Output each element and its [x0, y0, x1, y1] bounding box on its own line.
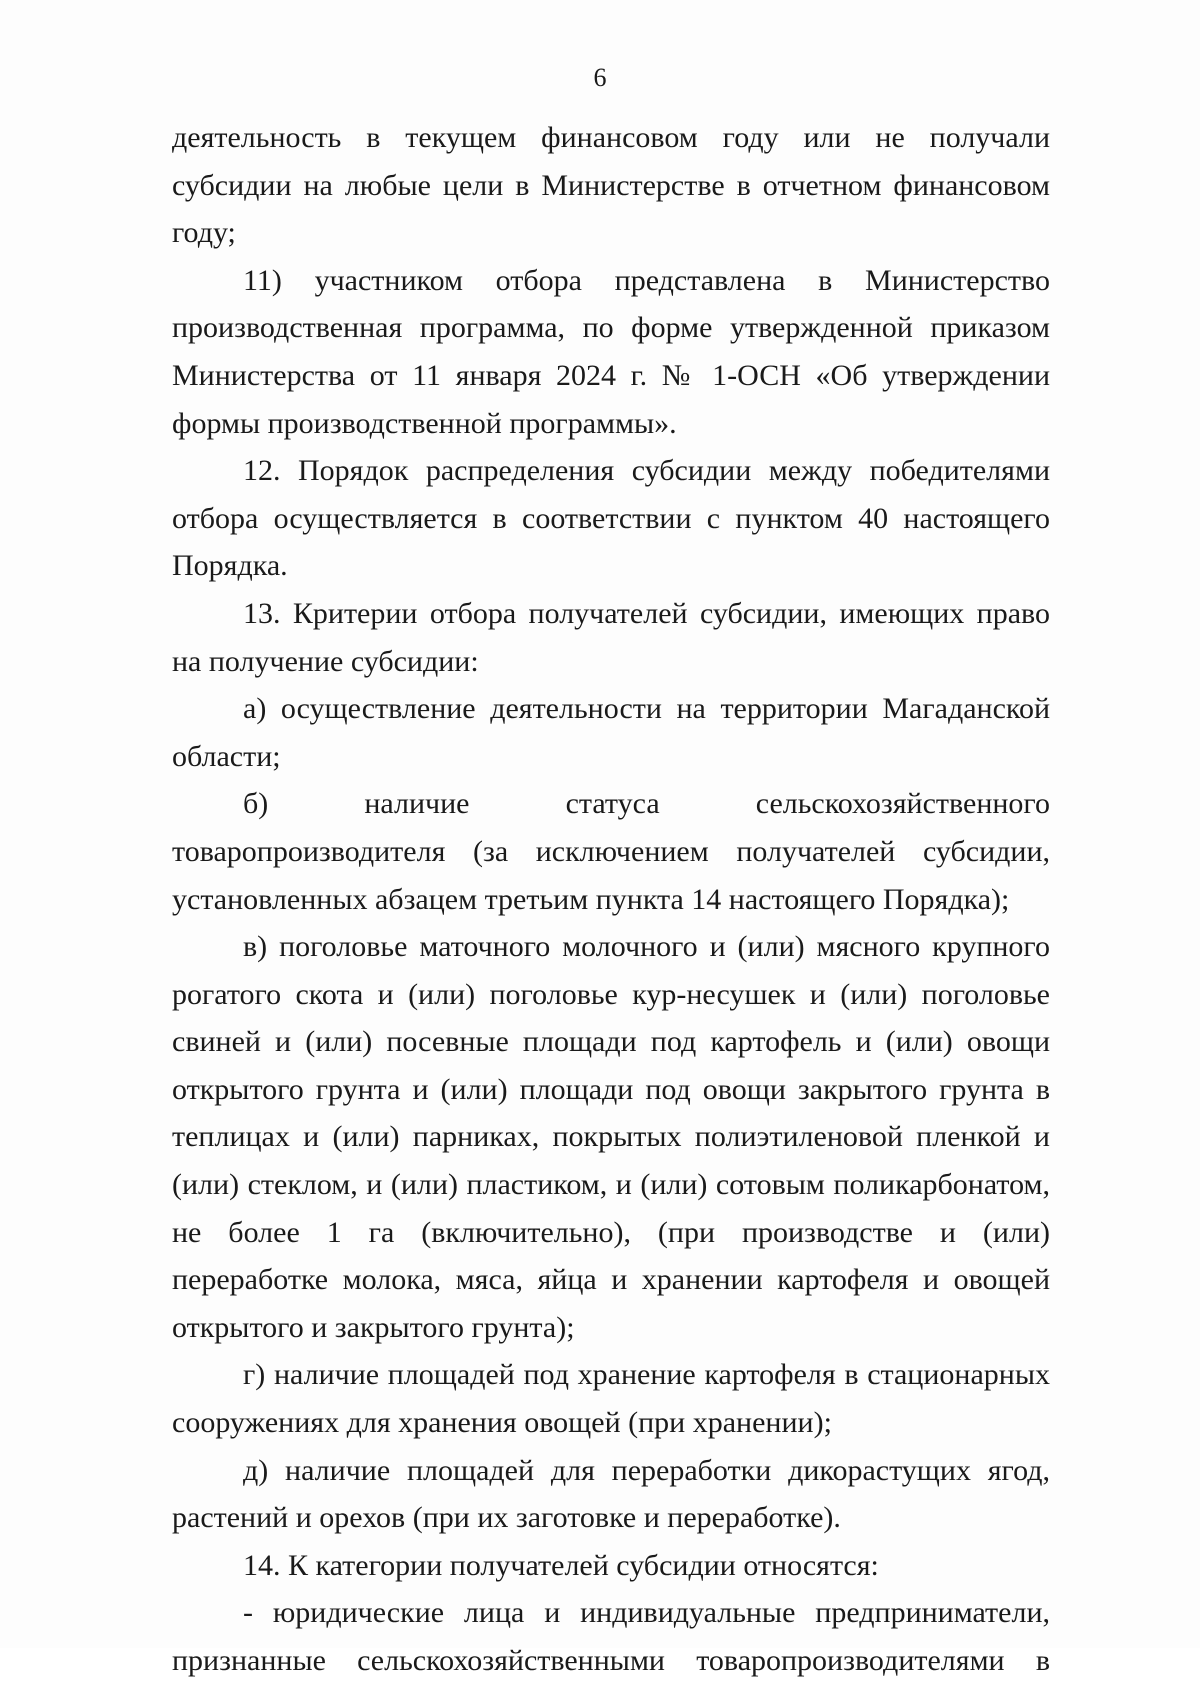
- p-item-11: 11) участником отбора представлена в Министерство производственная программа, по форме утвержденной приказом Министерства от 11 января 2024 г. № 1-ОСН «Об утверждении формы производственной программы».: [172, 263, 1050, 440]
- p-criterion-v: в) поголовье маточного молочного и (или) мясного крупного рогатого скота и (или) поголовье кур-несушек и (или) поголовье свиней и (или) посевные площади под картофель и (или) овощи открытого грунта и (или) площади под овощи закрытого грунта в теплицах и (или) парниках, покрытых полиэтиленовой пленкой и (или) стеклом, и (или) пластиком, и (или) сотовым поликарбонатом, не более 1 га (включительно), (при производстве и (или) переработке молока, мяса, яйца и хранении картофеля и овощей открытого и закрытого грунта);: [172, 930, 1050, 1344]
- p-clause-13: 13. Критерии отбора получателей субсидии, имеющих право на получение субсидии:: [172, 596, 1050, 678]
- p-continuation: деятельность в текущем финансовом году или не получали субсидии на любые цели в Министерстве в отчетном финансовом году;: [172, 121, 1050, 250]
- page-number: 6: [593, 63, 607, 92]
- p-clause-14: 14. К категории получателей субсидии относятся:: [243, 1548, 879, 1582]
- p-criterion-b: б) наличие статуса сельскохозяйственного товаропроизводителя (за исключением получателей субсидии, установленных абзацем третьим пункта 14 настоящего Порядка);: [172, 787, 1050, 916]
- p-criterion-d: д) наличие площадей для переработки дикорастущих ягод, растений и орехов (при их заготовке и переработке).: [172, 1453, 1050, 1535]
- document-body: [172, 114, 1050, 1685]
- p-criterion-a: а) осуществление деятельности на территории Магаданской области;: [172, 692, 1050, 773]
- p-category-dash: - юридические лица и индивидуальные предприниматели, признанные сельскохозяйственными товаропроизводителями в: [172, 1596, 1050, 1677]
- p-clause-12: 12. Порядок распределения субсидии между победителями отбора осуществляется в соответствии с пунктом 40 настоящего Порядка.: [172, 454, 1050, 583]
- p-criterion-g: г) наличие площадей под хранение картофеля в стационарных сооружениях для хранения овощей (при хранении);: [172, 1358, 1050, 1440]
